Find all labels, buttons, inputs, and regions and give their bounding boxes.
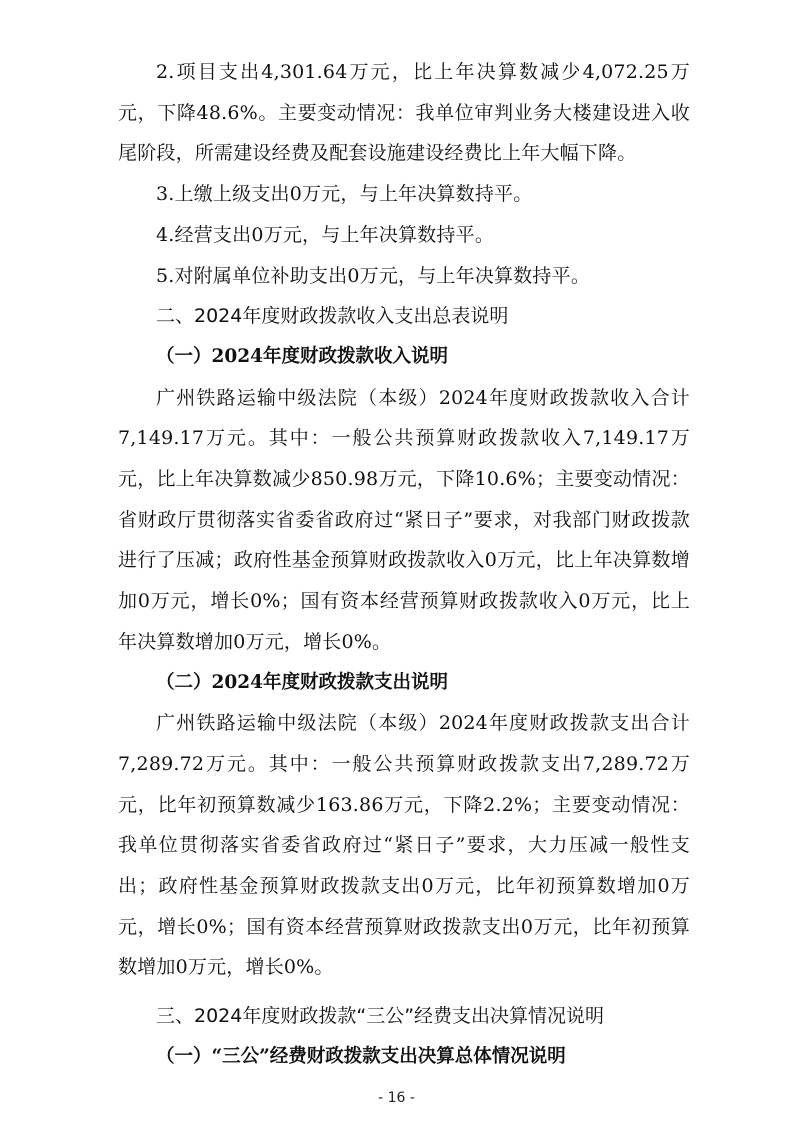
paragraph-remit-superior: 3.上缴上级支出0万元，与上年决算数持平。 (156, 183, 533, 206)
subsection-heading-expenditure: （二）2024年度财政拨款支出说明 (156, 671, 448, 693)
page-number: - 16 - (378, 1090, 415, 1106)
section-heading-3: 三、2024年度财政拨款“三公”经费支出决算情况说明 (156, 1005, 605, 1028)
subsection-heading-three-public: （一）“三公”经费财政拨款支出决算总体情况说明 (156, 1045, 566, 1067)
paragraph-subsidiary-subsidy: 5.对附属单位补助支出0万元，与上年决算数持平。 (156, 264, 591, 287)
document-page (118, 52, 690, 1078)
paragraph-operating-expenditure: 4.经营支出0万元，与上年决算数持平。 (156, 223, 495, 246)
paragraph-fiscal-expenditure: 广州铁路运输中级法院（本级）2024年度财政拨款支出合计7,289.72万元。其中：一般公共预算财政拨款支出7,289.72万元，比年初预算数减少163.86万元，下降2.2%；主要变动情况：我单位贯彻落实省委省政府过“紧日子”要求，大力压减一般性支出；政府性基金预算财政拨款支出0万元，比年初预算数增加0万元，增长0%；国有资本经营预算财政拨款支出0万元，比年初预算数增加0万元，增长0%。 (118, 712, 690, 979)
section-heading-2: 二、2024年度财政拨款收入支出总表说明 (156, 305, 509, 328)
subsection-heading-income: （一）2024年度财政拨款收入说明 (156, 345, 448, 367)
paragraph-fiscal-income: 广州铁路运输中级法院（本级）2024年度财政拨款收入合计7,149.17万元。其中：一般公共预算财政拨款收入7,149.17万元，比上年决算数减少850.98万元，下降10.6%；主要变动情况：省财政厅贯彻落实省委省政府过“紧日子”要求，对我部门财政拨款进行了压减；政府性基金预算财政拨款收入0万元，比上年决算数增加0万元，增长0%；国有资本经营预算财政拨款收入0万元，比上年决算数增加0万元，增长0%。 (118, 386, 690, 653)
paragraph-project-expenditure: 2.项目支出4,301.64万元，比上年决算数减少4,072.25万元，下降48.6%。主要变动情况：我单位审判业务大楼建设进入收尾阶段，所需建设经费及配套设施建设经费比上年大幅下降。 (118, 61, 690, 165)
